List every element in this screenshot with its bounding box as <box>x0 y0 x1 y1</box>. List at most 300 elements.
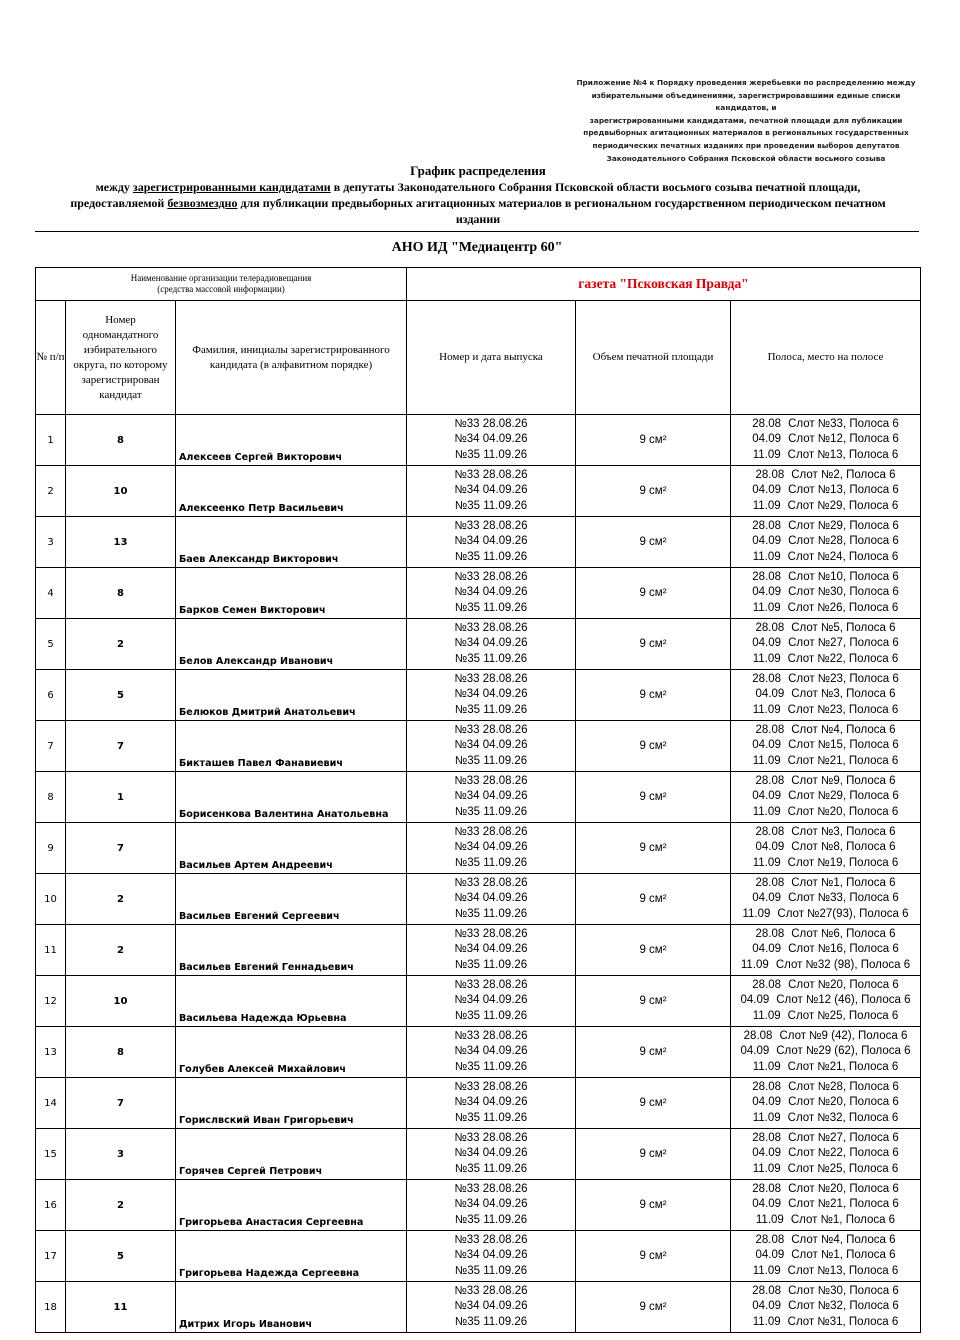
row-number: 5 <box>36 619 66 670</box>
issue-line: №34 04.09.26 <box>454 943 528 956</box>
district-number: 3 <box>66 1129 176 1180</box>
slot-line <box>731 1131 920 1147</box>
slot-position: Слот №26, Полоса 6 <box>787 601 899 614</box>
title-text: для публикации предвыборных агитационных материалов в региональном государственном периодическом печатном <box>237 196 886 210</box>
slot-cell <box>731 1027 921 1078</box>
row-number: 4 <box>36 568 66 619</box>
issue-line: №33 28.08.26 <box>454 1131 528 1144</box>
issue-cell <box>407 721 576 772</box>
slot-date: 11.09 <box>752 1264 781 1277</box>
slot-position: Слот №5, Полоса 6 <box>791 621 896 634</box>
slot-line <box>731 703 920 719</box>
slot-line <box>731 1095 920 1111</box>
issue-line: №33 28.08.26 <box>454 1182 528 1195</box>
slot-line <box>731 1264 920 1280</box>
media-label: Наименование организации телерадиовещания <box>130 273 312 283</box>
issue-cell <box>407 1027 576 1078</box>
issue-line: №35 11.09.26 <box>454 499 528 512</box>
slot-date: 28.08 <box>752 1131 782 1144</box>
slot-line <box>731 448 920 464</box>
slot-cell <box>731 772 921 823</box>
header-volume: Объем печатной площади <box>576 301 731 415</box>
row-number: 15 <box>36 1129 66 1180</box>
slot-position: Слот №29, Полоса 6 <box>787 499 899 512</box>
issue-line: №33 28.08.26 <box>454 723 528 736</box>
issue-line: №33 28.08.26 <box>454 570 528 583</box>
slot-date: 04.09 <box>755 1249 785 1262</box>
candidate-name: Белюков Дмитрий Анатольевич <box>176 670 407 721</box>
print-volume: 9 см² <box>576 1180 731 1231</box>
slot-date: 04.09 <box>752 1300 782 1313</box>
row-number: 2 <box>36 466 66 517</box>
issue-line: №34 04.09.26 <box>454 1147 528 1160</box>
appendix-line: Законодательного Собрания Псковской области восьмого созыва <box>606 153 886 163</box>
issue-line: №35 11.09.26 <box>454 1111 528 1124</box>
slot-position: Слот №32, Полоса 6 <box>788 1300 899 1313</box>
slot-position: Слот №15, Полоса 6 <box>788 739 899 752</box>
candidate-name: Васильев Евгений Геннадьевич <box>176 925 407 976</box>
slot-cell <box>731 415 921 466</box>
slot-position: Слот №12, Полоса 6 <box>788 433 899 446</box>
slot-date: 04.09 <box>752 943 782 956</box>
slot-date: 11.09 <box>740 958 769 971</box>
row-number: 1 <box>36 415 66 466</box>
slot-cell <box>731 721 921 772</box>
divider <box>35 231 919 232</box>
slot-date: 11.09 <box>752 601 781 614</box>
table-row <box>36 721 921 772</box>
slot-line <box>731 723 920 739</box>
slot-date: 04.09 <box>752 892 782 905</box>
slot-date: 11.09 <box>752 1315 781 1328</box>
slot-position: Слот №29 (62), Полоса 6 <box>776 1045 911 1058</box>
header-num: № п/п <box>36 301 66 415</box>
header-slot: Полоса, место на полосе <box>731 301 921 415</box>
candidate-name: Алексеев Сергей Викторович <box>176 415 407 466</box>
row-number: 10 <box>36 874 66 925</box>
slot-position: Слот №27(93), Полоса 6 <box>777 907 909 920</box>
title-line-1: График распределения <box>410 163 546 178</box>
slot-position: Слот №3, Полоса 6 <box>791 688 896 701</box>
slot-date: 11.09 <box>752 652 781 665</box>
slot-line <box>731 1080 920 1096</box>
table-row <box>36 976 921 1027</box>
print-volume: 9 см² <box>576 517 731 568</box>
slot-line <box>731 856 920 872</box>
slot-line <box>731 1315 920 1331</box>
slot-position: Слот №29, Полоса 6 <box>788 519 899 532</box>
title-text: между <box>95 180 133 194</box>
slot-position: Слот №27, Полоса 6 <box>788 637 899 650</box>
table-row <box>36 823 921 874</box>
candidate-name: Васильев Евгений Сергеевич <box>176 874 407 925</box>
title-line-2 <box>38 179 918 195</box>
slot-date: 28.08 <box>755 876 785 889</box>
district-number: 7 <box>66 721 176 772</box>
slot-line <box>731 1146 920 1162</box>
header-issue: Номер и дата выпуска <box>407 301 576 415</box>
slot-date: 04.09 <box>752 535 782 548</box>
district-number: 2 <box>66 874 176 925</box>
issue-line: №35 11.09.26 <box>454 805 528 818</box>
slot-line <box>731 534 920 550</box>
district-number: 2 <box>66 619 176 670</box>
issue-line: №34 04.09.26 <box>454 586 528 599</box>
issue-line: №34 04.09.26 <box>454 1300 528 1313</box>
issue-line: №33 28.08.26 <box>454 621 528 634</box>
issue-line: №35 11.09.26 <box>454 1009 528 1022</box>
print-volume: 9 см² <box>576 466 731 517</box>
slot-position: Слот №21, Полоса 6 <box>787 754 899 767</box>
slot-position: Слот №33, Полоса 6 <box>788 417 899 430</box>
print-volume: 9 см² <box>576 874 731 925</box>
slot-date: 28.08 <box>752 519 782 532</box>
slot-line <box>731 1162 920 1178</box>
issue-line: №35 11.09.26 <box>454 1315 528 1328</box>
slot-position: Слот №4, Полоса 6 <box>791 1233 896 1246</box>
issue-line: №33 28.08.26 <box>454 468 528 481</box>
slot-line <box>731 1182 920 1198</box>
row-number: 6 <box>36 670 66 721</box>
table-row <box>36 772 921 823</box>
slot-position: Слот №2, Полоса 6 <box>791 468 896 481</box>
slot-line <box>731 468 920 484</box>
slot-date: 04.09 <box>752 1198 782 1211</box>
issue-line: №35 11.09.26 <box>454 448 528 461</box>
slot-position: Слот №29, Полоса 6 <box>788 790 899 803</box>
issue-line: №35 11.09.26 <box>454 652 528 665</box>
slot-line <box>731 774 920 790</box>
slot-line <box>731 550 920 566</box>
slot-position: Слот №22, Полоса 6 <box>788 1147 899 1160</box>
candidate-name: Дитрих Игорь Иванович <box>176 1282 407 1333</box>
candidate-name: Горислвский Иван Григорьевич <box>176 1078 407 1129</box>
slot-line <box>731 907 920 923</box>
slot-line <box>731 754 920 770</box>
slot-line <box>731 1009 920 1025</box>
slot-line <box>731 1029 920 1045</box>
title-underlined: безвозмездно <box>167 196 238 210</box>
district-number: 11 <box>66 1282 176 1333</box>
print-volume: 9 см² <box>576 568 731 619</box>
title-text: предоставляемой <box>70 196 168 210</box>
slot-date: 04.09 <box>752 739 782 752</box>
slot-position: Слот №13, Полоса 6 <box>787 448 899 461</box>
slot-position: Слот №25, Полоса 6 <box>787 1009 899 1022</box>
slot-line <box>731 1044 920 1060</box>
issue-line: №33 28.08.26 <box>454 417 528 430</box>
slot-date: 28.08 <box>755 774 785 787</box>
issue-line: №34 04.09.26 <box>454 1096 528 1109</box>
slot-line <box>731 993 920 1009</box>
print-volume: 9 см² <box>576 925 731 976</box>
issue-line: №34 04.09.26 <box>454 484 528 497</box>
slot-date: 28.08 <box>755 723 785 736</box>
issue-line: №34 04.09.26 <box>454 1198 528 1211</box>
row-number: 3 <box>36 517 66 568</box>
slot-date: 28.08 <box>743 1029 773 1042</box>
slot-line <box>731 1248 920 1264</box>
slot-date: 28.08 <box>755 825 785 838</box>
row-number: 14 <box>36 1078 66 1129</box>
slot-date: 28.08 <box>752 672 782 685</box>
slot-date: 04.09 <box>752 586 782 599</box>
slot-line <box>731 672 920 688</box>
slot-date: 28.08 <box>755 468 785 481</box>
slot-cell <box>731 517 921 568</box>
slot-line <box>731 927 920 943</box>
issue-line: №35 11.09.26 <box>454 856 528 869</box>
issue-cell <box>407 823 576 874</box>
print-volume: 9 см² <box>576 1282 731 1333</box>
slot-date: 28.08 <box>752 1080 782 1093</box>
district-number: 8 <box>66 568 176 619</box>
print-volume: 9 см² <box>576 721 731 772</box>
slot-line <box>731 1060 920 1076</box>
row-number: 8 <box>36 772 66 823</box>
issue-line: №33 28.08.26 <box>454 774 528 787</box>
candidate-name: Алексеенко Петр Васильевич <box>176 466 407 517</box>
slot-date: 11.09 <box>752 856 781 869</box>
slot-cell <box>731 619 921 670</box>
district-number: 1 <box>66 772 176 823</box>
slot-line <box>731 1197 920 1213</box>
issue-line: №34 04.09.26 <box>454 637 528 650</box>
slot-line <box>731 1213 920 1229</box>
slot-position: Слот №23, Полоса 6 <box>787 703 899 716</box>
slot-line <box>731 876 920 892</box>
issue-line: №35 11.09.26 <box>454 1162 528 1175</box>
issue-line: №34 04.09.26 <box>454 841 528 854</box>
district-number: 10 <box>66 466 176 517</box>
appendix-line: зарегистрированными кандидатами, печатной площади для публикации <box>589 115 903 125</box>
print-volume: 9 см² <box>576 772 731 823</box>
candidate-name: Баев Александр Викторович <box>176 517 407 568</box>
slot-cell <box>731 976 921 1027</box>
slot-line <box>731 942 920 958</box>
slot-position: Слот №32, Полоса 6 <box>787 1111 899 1124</box>
slot-line <box>731 499 920 515</box>
print-volume: 9 см² <box>576 976 731 1027</box>
slot-date: 11.09 <box>742 907 771 920</box>
slot-position: Слот №32 (98), Полоса 6 <box>775 958 911 971</box>
slot-date: 04.09 <box>752 1147 782 1160</box>
appendix-line: Приложение №4 к Порядку проведения жеребьевки по распределению между <box>576 78 916 87</box>
title-text: в депутаты Законодательного Собрания Псковской области восьмого созыва печатной площади, <box>330 180 861 194</box>
slot-position: Слот №23, Полоса 6 <box>788 672 899 685</box>
slot-cell <box>731 1129 921 1180</box>
issue-cell <box>407 517 576 568</box>
slot-date: 04.09 <box>752 484 782 497</box>
table-row <box>36 1180 921 1231</box>
slot-date: 11.09 <box>752 550 781 563</box>
table-row <box>36 925 921 976</box>
slot-date: 04.09 <box>740 994 770 1007</box>
schedule-table <box>35 267 921 1333</box>
slot-position: Слот №13, Полоса 6 <box>787 1264 899 1277</box>
candidate-name: Борисенкова Валентина Анатольевна <box>176 772 407 823</box>
issue-cell <box>407 466 576 517</box>
slot-position: Слот №6, Полоса 6 <box>791 927 896 940</box>
table-row <box>36 1078 921 1129</box>
candidate-name: Григорьева Надежда Сергеевна <box>176 1231 407 1282</box>
organization-name: АНО ИД "Медиацентр 60" <box>391 240 563 255</box>
print-volume: 9 см² <box>576 415 731 466</box>
slot-position: Слот №33, Полоса 6 <box>788 892 899 905</box>
row-number: 16 <box>36 1180 66 1231</box>
slot-line <box>731 483 920 499</box>
slot-date: 11.09 <box>752 499 781 512</box>
issue-cell <box>407 976 576 1027</box>
district-number: 5 <box>66 1231 176 1282</box>
slot-date: 28.08 <box>752 1284 782 1297</box>
row-number: 17 <box>36 1231 66 1282</box>
issue-line: №34 04.09.26 <box>454 892 528 905</box>
issue-cell <box>407 619 576 670</box>
table-row <box>36 619 921 670</box>
slot-date: 11.09 <box>752 1162 781 1175</box>
slot-position: Слот №4, Полоса 6 <box>791 723 896 736</box>
slot-line <box>731 636 920 652</box>
slot-date: 04.09 <box>740 1045 770 1058</box>
appendix-line: предвыборных агитационных материалов в региональных государственных <box>583 128 909 138</box>
issue-line: №35 11.09.26 <box>454 1060 528 1073</box>
issue-line: №33 28.08.26 <box>454 978 528 991</box>
appendix-line: периодических печатных изданиях при проведении выборов депутатов <box>592 140 900 150</box>
slot-line <box>731 652 920 668</box>
issue-line: №34 04.09.26 <box>454 994 528 1007</box>
slot-position: Слот №21, Полоса 6 <box>787 1060 899 1073</box>
table-row <box>36 1231 921 1282</box>
slot-date: 04.09 <box>752 637 782 650</box>
slot-position: Слот №3, Полоса 6 <box>791 825 896 838</box>
slot-position: Слот №16, Полоса 6 <box>788 943 899 956</box>
slot-date: 11.09 <box>752 448 781 461</box>
issue-line: №35 11.09.26 <box>454 550 528 563</box>
candidate-name: Барков Семен Викторович <box>176 568 407 619</box>
issue-cell <box>407 1078 576 1129</box>
appendix-line: избирательными объединениями, зарегистрировавшими единые списки кандидатов, и <box>591 90 901 113</box>
issue-cell <box>407 1282 576 1333</box>
header-district: Номер одномандатного избирательного округа, по которому зарегистрирован кандидат <box>66 301 176 415</box>
document-title <box>38 163 918 227</box>
slot-line <box>731 789 920 805</box>
candidate-name: Григорьева Анастасия Сергеевна <box>176 1180 407 1231</box>
issue-line: №34 04.09.26 <box>454 1045 528 1058</box>
slot-line <box>731 432 920 448</box>
appendix-note <box>570 77 922 165</box>
slot-position: Слот №30, Полоса 6 <box>788 1284 899 1297</box>
print-volume: 9 см² <box>576 1129 731 1180</box>
issue-cell <box>407 1180 576 1231</box>
slot-position: Слот №28, Полоса 6 <box>788 1080 899 1093</box>
issue-line: №34 04.09.26 <box>454 433 528 446</box>
schedule-table-wrapper <box>35 267 920 1333</box>
media-label-sub: (средства массовой информации) <box>157 284 285 294</box>
slot-line <box>731 1299 920 1315</box>
issue-cell <box>407 1231 576 1282</box>
slot-date: 28.08 <box>755 927 785 940</box>
slot-line <box>731 1284 920 1300</box>
slot-date: 11.09 <box>752 1009 781 1022</box>
table-row <box>36 670 921 721</box>
issue-line: №35 11.09.26 <box>454 601 528 614</box>
slot-line <box>731 519 920 535</box>
issue-line: №34 04.09.26 <box>454 1249 528 1262</box>
issue-line: №33 28.08.26 <box>454 876 528 889</box>
row-number: 13 <box>36 1027 66 1078</box>
issue-line: №35 11.09.26 <box>454 754 528 767</box>
slot-line <box>731 687 920 703</box>
header-row <box>36 301 921 415</box>
slot-position: Слот №20, Полоса 6 <box>788 1182 899 1195</box>
slot-position: Слот №1, Полоса 6 <box>790 1213 896 1226</box>
table-row <box>36 466 921 517</box>
table-row <box>36 874 921 925</box>
table-row <box>36 1282 921 1333</box>
issue-line: №33 28.08.26 <box>454 825 528 838</box>
slot-line <box>731 621 920 637</box>
district-number: 2 <box>66 1180 176 1231</box>
issue-line: №35 11.09.26 <box>454 907 528 920</box>
slot-line <box>731 1233 920 1249</box>
print-volume: 9 см² <box>576 1231 731 1282</box>
issue-cell <box>407 925 576 976</box>
slot-line <box>731 805 920 821</box>
slot-cell <box>731 670 921 721</box>
slot-cell <box>731 874 921 925</box>
title-underlined: зарегистрированными кандидатами <box>132 180 331 194</box>
slot-date: 11.09 <box>752 754 781 767</box>
district-number: 8 <box>66 1027 176 1078</box>
candidate-name: Васильева Надежда Юрьевна <box>176 976 407 1027</box>
issue-line: №33 28.08.26 <box>454 1080 528 1093</box>
issue-line: №33 28.08.26 <box>454 1029 528 1042</box>
slot-position: Слот №21, Полоса 6 <box>788 1198 899 1211</box>
newspaper-name: газета "Псковская Правда" <box>407 268 921 301</box>
district-number: 7 <box>66 823 176 874</box>
district-number: 7 <box>66 1078 176 1129</box>
table-row <box>36 1129 921 1180</box>
table-row <box>36 1027 921 1078</box>
slot-position: Слот №13, Полоса 6 <box>788 484 899 497</box>
print-volume: 9 см² <box>576 1027 731 1078</box>
row-number: 12 <box>36 976 66 1027</box>
table-row <box>36 415 921 466</box>
slot-line <box>731 978 920 994</box>
slot-line <box>731 570 920 586</box>
title-line-4: издании <box>455 212 501 226</box>
candidate-name: Бикташев Павел Фанавиевич <box>176 721 407 772</box>
title-line-3 <box>38 195 918 211</box>
slot-date: 04.09 <box>752 790 782 803</box>
candidate-name: Голубев Алексей Михайлович <box>176 1027 407 1078</box>
candidate-name: Горячев Сергей Петрович <box>176 1129 407 1180</box>
slot-cell <box>731 925 921 976</box>
slot-position: Слот №12 (46), Полоса 6 <box>776 994 911 1007</box>
media-row <box>36 268 921 301</box>
slot-cell <box>731 466 921 517</box>
issue-cell <box>407 1129 576 1180</box>
slot-date: 04.09 <box>755 841 785 854</box>
issue-cell <box>407 772 576 823</box>
issue-line: №34 04.09.26 <box>454 739 528 752</box>
row-number: 18 <box>36 1282 66 1333</box>
slot-date: 28.08 <box>752 417 782 430</box>
issue-line: №33 28.08.26 <box>454 519 528 532</box>
issue-line: №35 11.09.26 <box>454 1213 528 1226</box>
slot-position: Слот №8, Полоса 6 <box>791 841 896 854</box>
